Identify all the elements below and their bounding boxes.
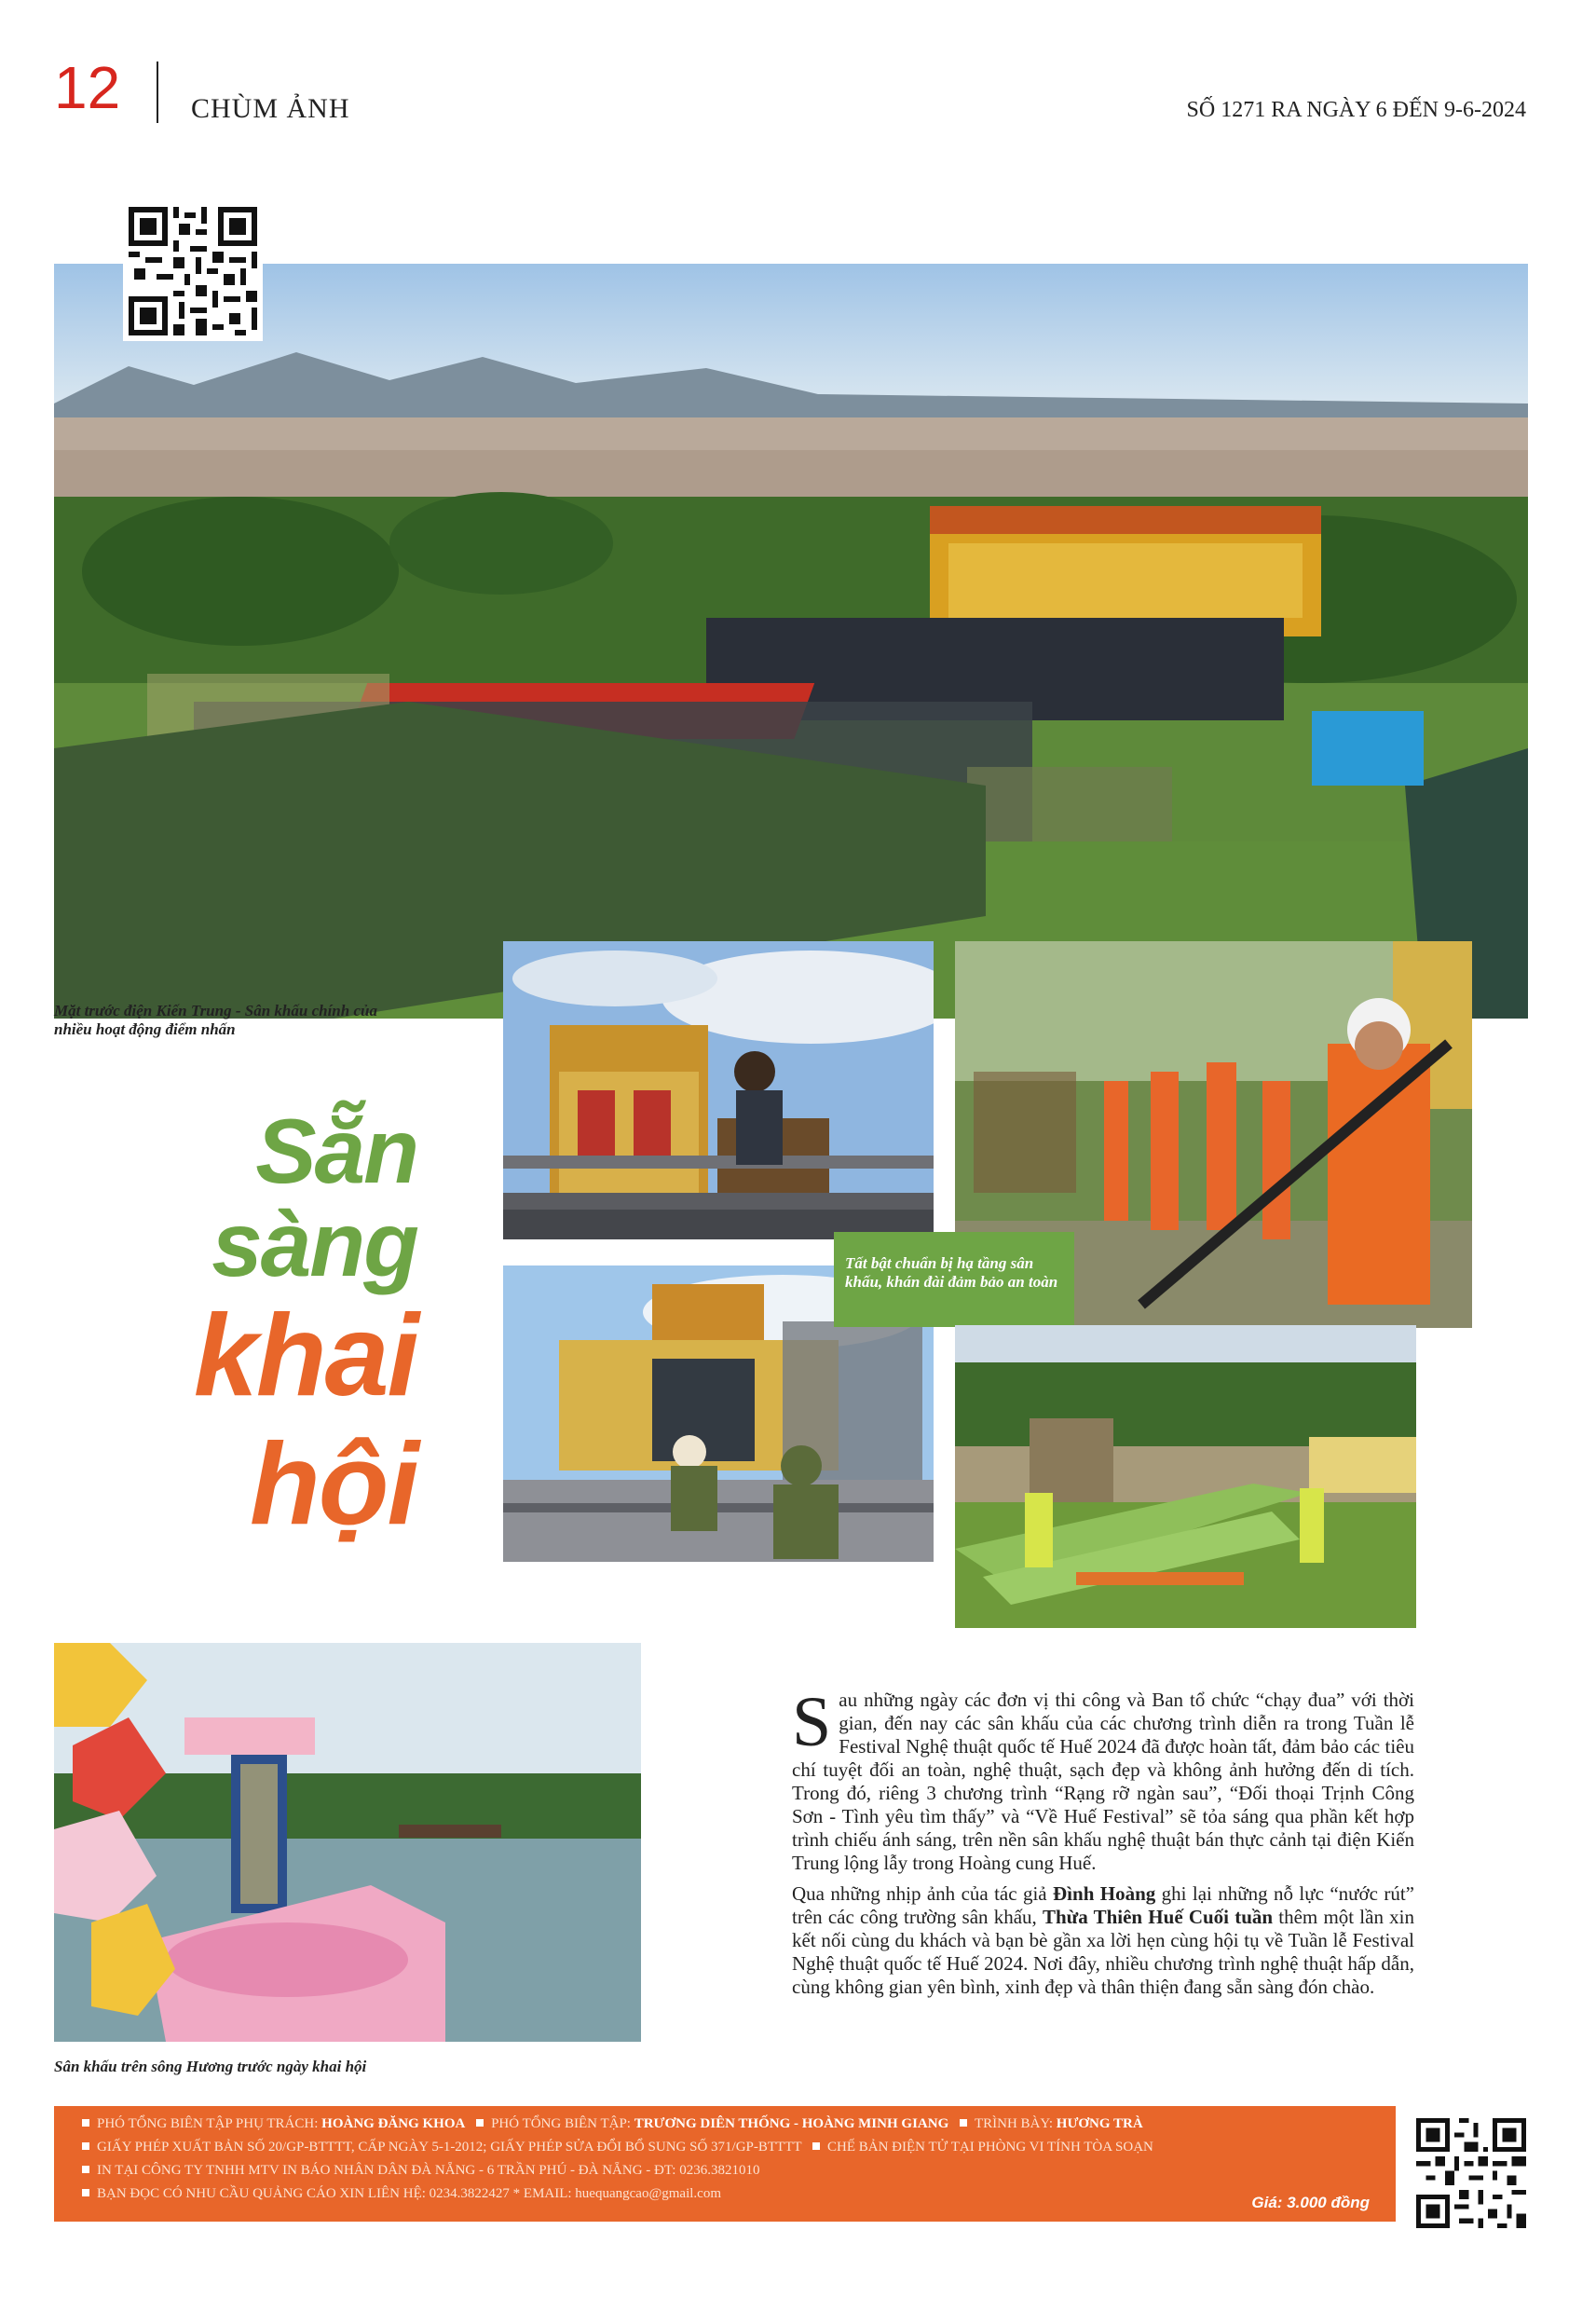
paper-name: Thừa Thiên Huế Cuối tuần (1042, 1906, 1274, 1928)
qr-code-bottom (1412, 2114, 1531, 2233)
paragraph-1-text: au những ngày các đơn vị thi công và Ban tổ chức “chạy đua” với thời gian, đến nay các sân khấu của các chương trình diễn ra trong Tuần lễ Festival Nghệ thuật quốc tế Huế 2024 đã được hoàn tất, đảm bảo các tiêu chí tuyệt đối an toàn, nghệ thuật, sạch đẹp và không ảnh hưởng đến di tích. Trong đó, riêng 3 chương trình “Rạng rỡ ngàn sau”, “Đối thoại Trịnh Công Sơn - Tình yêu tìm thấy” và “Về Huế Festival” sẽ tỏa sáng qua phần kết hợp trình chiếu ánh sáng, trên nền sân khấu nghệ thuật bán thực cảnh tại điện Kiến Trung lộng lẫy trong Hoàng cung Huế. (792, 1689, 1414, 1874)
editor-in-charge-label: PHÓ TỔNG BIÊN TẬP PHỤ TRÁCH: (97, 2116, 322, 2131)
bullet-icon (812, 2142, 820, 2150)
title-line-4: hội (250, 1420, 417, 1549)
bullet-icon (82, 2119, 89, 2127)
title-line-3: khai (193, 1292, 417, 1420)
footer-line-printer (82, 2163, 759, 2179)
layout-label: TRÌNH BÀY: (974, 2116, 1057, 2131)
bullet-icon (82, 2142, 89, 2150)
bullet-icon (82, 2189, 89, 2196)
footer-masthead (54, 2106, 1396, 2222)
editor-in-charge-name: HOÀNG ĐĂNG KHOA (321, 2116, 466, 2131)
layout-name: HƯƠNG TRÀ (1056, 2116, 1143, 2131)
section-title: CHÙM ẢNH (191, 93, 350, 124)
price-label: Giá: 3.000 đồng (1251, 2194, 1370, 2211)
title-line-2: sàng (211, 1193, 417, 1295)
ads-contact-text: BẠN ĐỌC CÓ NHU CẦU QUẢNG CÁO XIN LIÊN HỆ: 0234.3822427 * EMAIL: huequangcao@gmail.com (97, 2186, 721, 2201)
photo-workers-bamboo (955, 1325, 1416, 1628)
bullet-icon (476, 2119, 484, 2127)
license-text: GIẤY PHÉP XUẤT BẢN SỐ 20/GP-BTTTT, CẤP NGÀY 5-1-2012; GIẤY PHÉP SỬA ĐỔI BỔ SUNG SỐ 371/GP-BTTTT (97, 2140, 802, 2155)
article-paragraph-1 (792, 1683, 1414, 1875)
deputy-editor-label: PHÓ TỔNG BIÊN TẬP: (491, 2116, 634, 2131)
prepress-text: CHẾ BẢN ĐIỆN TỬ TẠI PHÒNG VI TÍNH TÒA SOẠN (827, 2140, 1153, 2155)
qr-code-top (123, 201, 263, 341)
bullet-icon (960, 2119, 967, 2127)
footer-line-editors (82, 2116, 1143, 2132)
paragraph-2-text-a: Qua những nhịp ảnh của tác giả (792, 1882, 1054, 1905)
paragraph-2-text-b: ghi lại những nỗ lực “nước rút” trên các công trường sân khấu, (792, 1882, 1415, 1928)
author-name: Đình Hoàng (1053, 1882, 1156, 1905)
deputy-editor-names: TRƯƠNG DIÊN THỐNG - HOÀNG MINH GIANG (634, 2116, 949, 2131)
photo-worker-scaffold (503, 941, 934, 1239)
header-divider (157, 62, 158, 123)
drop-cap: S (792, 1683, 832, 1761)
footer-line-ads (82, 2186, 721, 2202)
paragraph-2-text-c: thêm một lần xin kết nối cùng du khách và bạn bè gần xa lời hẹn cùng hội tụ về Tuần lễ Festival Nghệ thuật quốc tế Huế 2024. Nơi đây, nhiều chương trình nghệ thuật hấp dẫn, cùng không gian yên bình, xinh đẹp và thân thiện đang sẵn sàng đón chào. (792, 1906, 1414, 1998)
page-number: 12 (54, 54, 121, 121)
issue-info: SỐ 1271 RA NGÀY 6 ĐẾN 9-6-2024 (1186, 98, 1526, 122)
caption-box-green: Tất bật chuẩn bị hạ tầng sân khấu, khán đài đảm bảo an toàn (834, 1232, 1074, 1327)
main-photo-kien-trung (54, 264, 1528, 1019)
river-stage-caption: Sân khấu trên sông Hương trước ngày khai hội (54, 2058, 367, 2075)
printer-text: IN TẠI CÔNG TY TNHH MTV IN BÁO NHÂN DÂN ĐÀ NẴNG - 6 TRẦN PHÚ - ĐÀ NẴNG - ĐT: 0236.3821010 (97, 2163, 760, 2178)
photo-river-stage (54, 1643, 641, 2042)
bullet-icon (82, 2166, 89, 2173)
footer-line-license (82, 2140, 1153, 2155)
article-paragraph-2 (792, 1882, 1414, 1999)
main-photo-caption: Mặt trước điện Kiến Trung - Sân khấu chính của nhiều hoạt động điểm nhấn (54, 1002, 377, 1038)
article-body (792, 1683, 1415, 2006)
title-line-1: Sẵn (255, 1100, 417, 1202)
